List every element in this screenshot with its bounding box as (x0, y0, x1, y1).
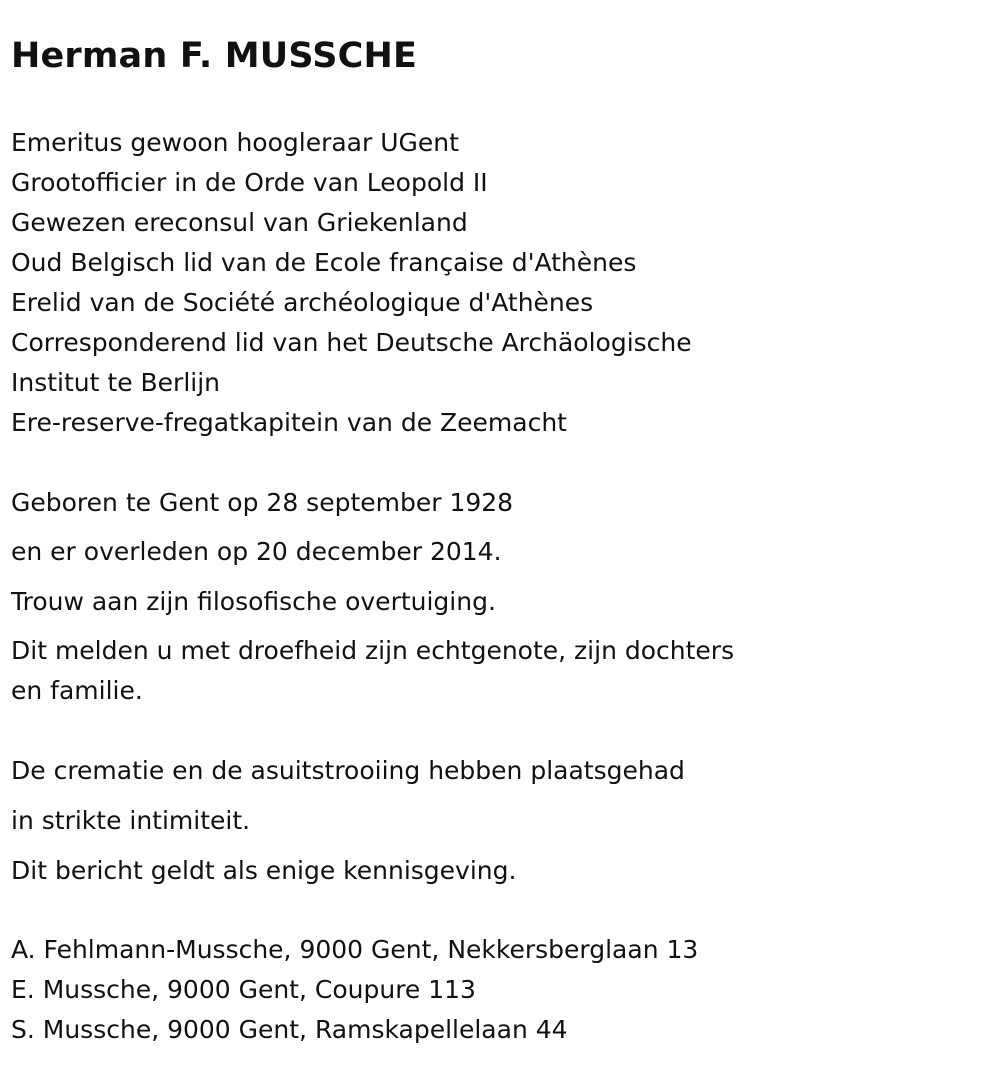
title-line: Institut te Berlijn (11, 368, 221, 397)
title-line: Emeritus gewoon hoogleraar UGent (11, 128, 459, 157)
intimacy-line: in strikte intimiteit. (11, 806, 251, 835)
announcement-line: Dit melden u met droefheid zijn echtgenote, zijn dochters (11, 636, 735, 665)
title-line: Erelid van de Société archéologique d'Athènes (11, 288, 594, 317)
address-line: S. Mussche, 9000 Gent, Ramskapellelaan 44 (11, 1015, 568, 1044)
title-line: Oud Belgisch lid van de Ecole française d'Athènes (11, 248, 637, 277)
conviction-line: Trouw aan zijn filosofische overtuiging. (11, 587, 496, 616)
address-line: A. Fehlmann-Mussche, 9000 Gent, Nekkersberglaan 13 (11, 935, 699, 964)
title-line: Corresponderend lid van het Deutsche Archäologische (11, 328, 692, 357)
notice-line: Dit bericht geldt als enige kennisgeving. (11, 856, 517, 885)
cremation-line: De crematie en de asuitstrooiing hebben plaatsgehad (11, 756, 685, 785)
address-line: E. Mussche, 9000 Gent, Coupure 113 (11, 975, 476, 1004)
title-line: Ere-reserve-fregatkapitein van de Zeemacht (11, 408, 567, 437)
title-line: Gewezen ereconsul van Griekenland (11, 208, 468, 237)
death-line: en er overleden op 20 december 2014. (11, 537, 502, 566)
deceased-name-title: Herman F. MUSSCHE (11, 36, 418, 76)
birth-line: Geboren te Gent op 28 september 1928 (11, 488, 514, 517)
announcement-line-continued: en familie. (11, 676, 143, 705)
title-line: Grootofficier in de Orde van Leopold II (11, 168, 488, 197)
